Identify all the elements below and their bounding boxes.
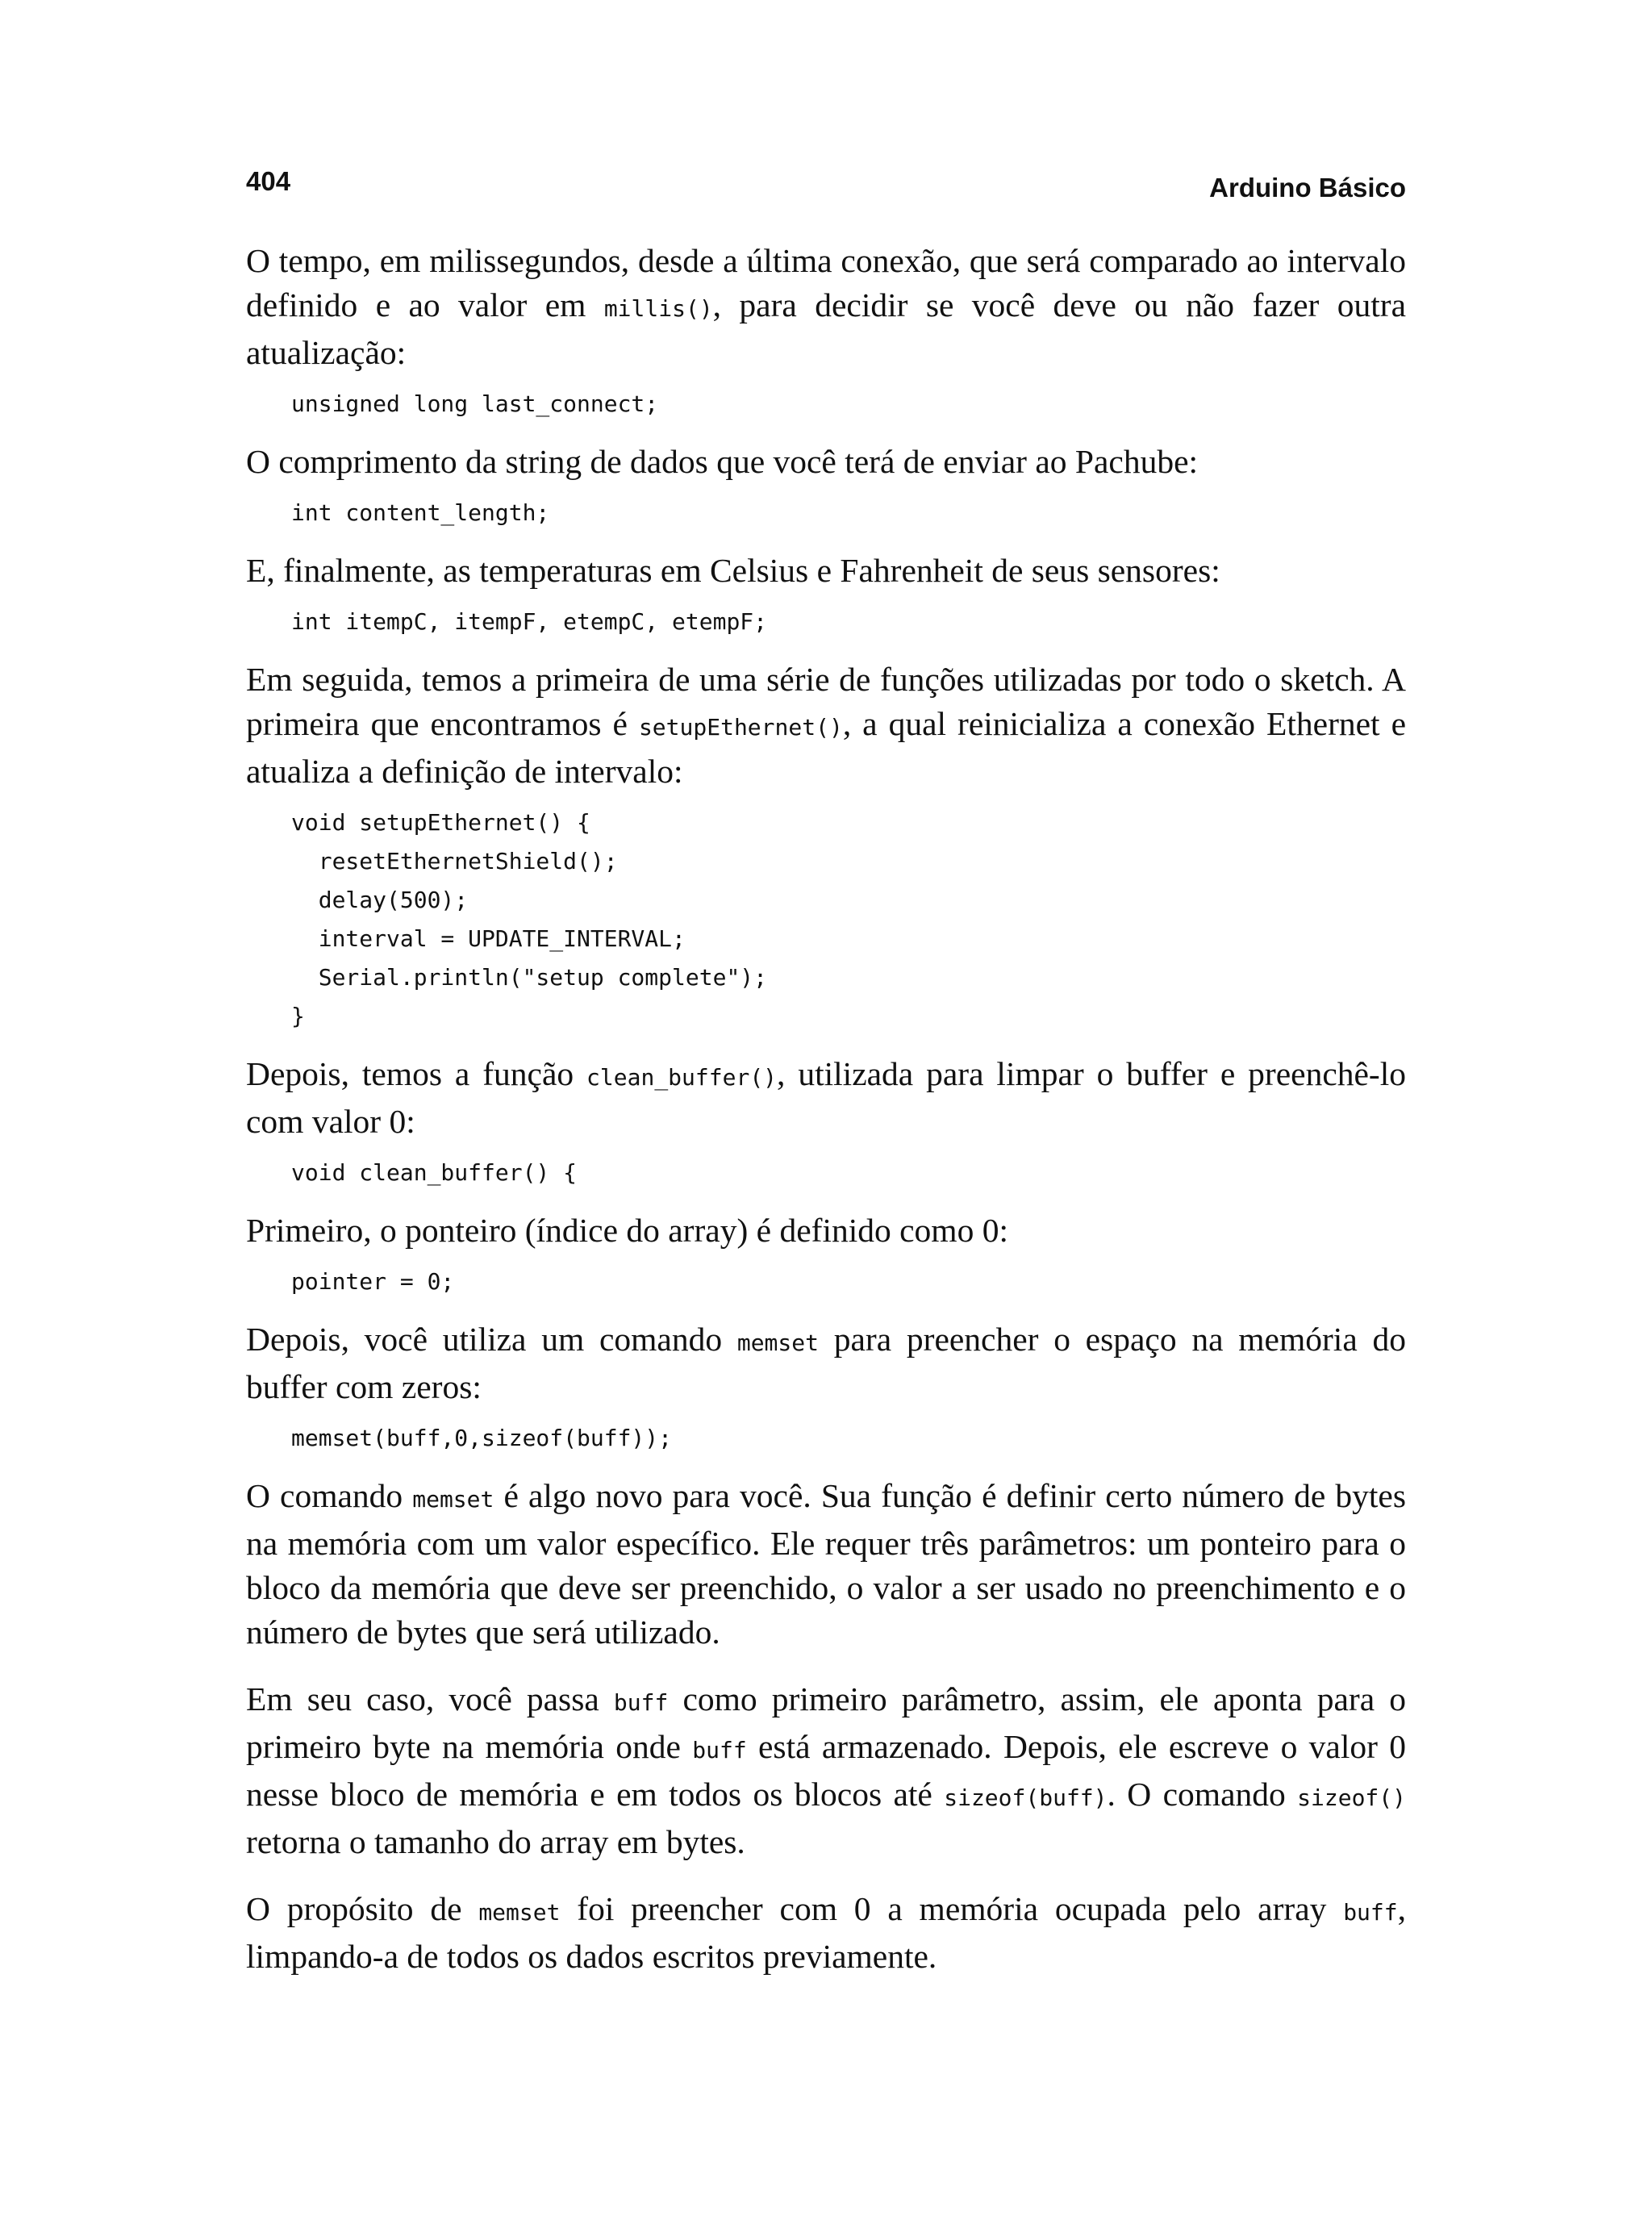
inline-code: memset (736, 1329, 819, 1356)
inline-code: clean_buffer() (586, 1064, 778, 1091)
paragraph-text: O comprimento da string de dados que você terá de enviar ao Pachube: (246, 443, 1199, 480)
inline-code: buff (692, 1737, 747, 1763)
code-block (246, 1263, 1406, 1301)
code-line: delay(500); (291, 887, 469, 913)
inline-code: memset (412, 1486, 494, 1513)
paragraph (246, 1474, 1406, 1655)
paragraph-text: , utilizada para limpar o buffer e preenchê-lo com valor 0: (246, 1055, 1407, 1140)
paragraph-text: Em seu caso, você passa (246, 1680, 614, 1718)
code-line: int itempC, itempF, etempC, etempF; (291, 608, 768, 635)
paragraph-text: como primeiro parâmetro, assim, ele aponta para o primeiro byte na memória onde (246, 1680, 1406, 1765)
paragraph-text: Depois, você utiliza um comando (246, 1321, 737, 1358)
running-title: Arduino Básico (1209, 173, 1406, 202)
code-block (246, 1419, 1406, 1458)
paragraph-text: , limpando-a de todos os dados escritos previamente. (246, 1890, 1407, 1975)
inline-code: memset (478, 1899, 561, 1926)
code-line: memset(buff,0,sizeof(buff)); (291, 1425, 673, 1451)
inline-code: millis() (603, 295, 713, 322)
code-line: void setupEthernet() { (291, 809, 590, 836)
code-line: Serial.println("setup complete"); (291, 964, 768, 991)
paragraph-text: , a qual reinicializa a conexão Ethernet e atualiza a definição de intervalo: (246, 705, 1407, 790)
code-block (246, 603, 1406, 641)
paragraph (246, 549, 1406, 593)
paragraph-text: O tempo, em milissegundos, desde a última conexão, que será comparado ao intervalo definido e ao valor em (246, 242, 1406, 323)
code-line: interval = UPDATE_INTERVAL; (291, 925, 686, 952)
paragraph-text: está armazenado. Depois, ele escreve o valor 0 nesse bloco de memória e em todos os blocos até (246, 1728, 1406, 1813)
paragraph (246, 1677, 1406, 1864)
inline-code: buff (613, 1689, 669, 1716)
code-line: resetEthernetShield(); (291, 848, 618, 874)
paragraph (246, 1052, 1406, 1144)
code-block (246, 494, 1406, 532)
inline-code: sizeof() (1297, 1784, 1406, 1811)
paragraph-text: Depois, temos a função (246, 1055, 587, 1092)
code-block (246, 1154, 1406, 1192)
code-line: int content_length; (291, 499, 550, 526)
paragraph-text: para preencher o espaço na memória do buffer com zeros: (246, 1321, 1406, 1405)
paragraph-text: foi preencher com 0 a memória ocupada pelo array (560, 1890, 1344, 1927)
code-line: unsigned long last_connect; (291, 390, 659, 417)
paragraph (246, 239, 1406, 375)
page-body (246, 239, 1406, 1979)
paragraph-text: , para decidir se você deve ou não fazer outra atualização: (246, 286, 1407, 371)
paragraph (246, 1317, 1406, 1409)
code-block (246, 803, 1406, 1036)
code-line: pointer = 0; (291, 1268, 455, 1295)
paragraph-text: é algo novo para você. Sua função é definir certo número de bytes na memória com um valor específico. Ele requer três parâmetros: um ponteiro para o bloco da memória que deve ser preenchido, o valor a ser usado no preenchimento e o número de bytes que será utilizado. (246, 1477, 1406, 1651)
page-header (246, 161, 1406, 210)
paragraph (246, 440, 1406, 484)
code-line: } (291, 1003, 305, 1029)
paragraph-text: Em seguida, temos a primeira de uma série de funções utilizadas por todo o sketch. A primeira que encontramos é (246, 661, 1406, 742)
code-block (246, 385, 1406, 424)
paragraph-text: . O comando (1107, 1776, 1298, 1813)
inline-code: setupEthernet() (638, 714, 843, 741)
page-number: 404 (246, 166, 291, 196)
inline-code: buff (1343, 1899, 1398, 1926)
inline-code: sizeof(buff) (944, 1784, 1108, 1811)
paragraph (246, 1887, 1406, 1979)
paragraph-text: E, finalmente, as temperaturas em Celsius e Fahrenheit de seus sensores: (246, 552, 1220, 589)
paragraph-text: retorna o tamanho do array em bytes. (246, 1823, 745, 1860)
paragraph-text: O propósito de (246, 1890, 479, 1927)
paragraph (246, 1208, 1406, 1253)
paragraph-text: O comando (246, 1477, 413, 1514)
paragraph-text: Primeiro, o ponteiro (índice do array) é definido como 0: (246, 1212, 1008, 1249)
code-line: void clean_buffer() { (291, 1159, 578, 1186)
paragraph (246, 657, 1406, 794)
